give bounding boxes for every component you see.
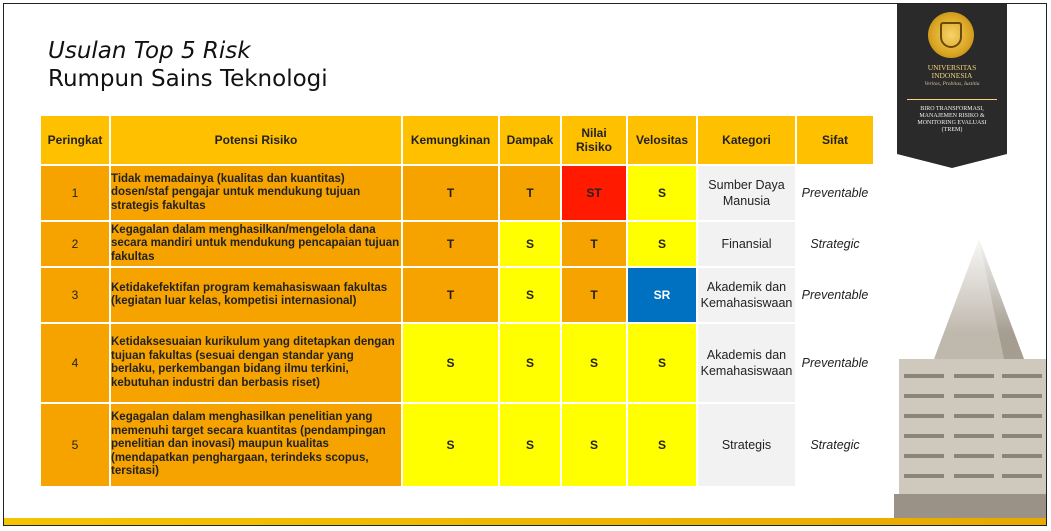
kategori-cell: Akademis dan Kemahasiswaan <box>697 323 796 403</box>
header-risk: Potensi Risiko <box>110 115 402 165</box>
table-row <box>40 403 874 487</box>
dampak-cell: S <box>499 403 561 487</box>
rank-cell: 5 <box>40 403 110 487</box>
nilai-risiko-cell: ST <box>561 165 627 221</box>
sifat-cell: Strategic <box>796 221 874 267</box>
university-seal-icon <box>928 12 974 58</box>
table-row <box>40 323 874 403</box>
velositas-cell: SR <box>627 267 697 323</box>
nilai-risiko-cell: T <box>561 221 627 267</box>
nilai-risiko-cell: S <box>561 323 627 403</box>
banner-divider <box>907 99 997 100</box>
dampak-cell: T <box>499 165 561 221</box>
rank-cell: 3 <box>40 267 110 323</box>
risk-cell: Kegagalan dalam menghasilkan penelitian yang memenuhi target secara kuantitas (pendampingan penelitian dan inovasi) maupun kualitas (mendapatkan penghargaan, terindeks scopus, tersitasi) <box>110 403 402 487</box>
header-sifat: Sifat <box>796 115 874 165</box>
velositas-cell: S <box>627 323 697 403</box>
header-kemungkinan: Kemungkinan <box>402 115 499 165</box>
header-velositas: Velositas <box>627 115 697 165</box>
risk-cell: Ketidakefektifan program kemahasiswaan fakultas (kegiatan luar kelas, kompetisi internasional) <box>110 267 402 323</box>
sifat-cell: Strategic <box>796 403 874 487</box>
slide-title: Usulan Top 5 Risk <box>48 38 251 64</box>
risk-cell: Tidak memadainya (kualitas dan kuantitas) dosen/staf pengajar untuk mendukung tujuan strategis fakultas <box>110 165 402 221</box>
dampak-cell: S <box>499 221 561 267</box>
header-rank: Peringkat <box>40 115 110 165</box>
dampak-cell: S <box>499 323 561 403</box>
kategori-cell: Akademik dan Kemahasiswaan <box>697 267 796 323</box>
sifat-cell: Preventable <box>796 165 874 221</box>
table-row <box>40 165 874 221</box>
header-kategori: Kategori <box>697 115 796 165</box>
rank-cell: 2 <box>40 221 110 267</box>
header-nilai-risiko: Nilai Risiko <box>561 115 627 165</box>
velositas-cell: S <box>627 221 697 267</box>
rank-cell: 1 <box>40 165 110 221</box>
velositas-cell: S <box>627 165 697 221</box>
footer-accent-bar <box>4 518 1047 525</box>
table-row <box>40 221 874 267</box>
biro-label: BIRO TRANSFORMASI, MANAJEMEN RISIKO & MONITORING EVALUASI (TREM) <box>917 106 987 133</box>
university-logo-banner <box>897 4 1007 154</box>
velositas-cell: S <box>627 403 697 487</box>
kategori-cell: Sumber Daya Manusia <box>697 165 796 221</box>
nilai-risiko-cell: S <box>561 403 627 487</box>
building-illustration <box>894 229 1047 526</box>
kemungkinan-cell: S <box>402 323 499 403</box>
kemungkinan-cell: T <box>402 267 499 323</box>
slide <box>3 3 1047 526</box>
kategori-cell: Strategis <box>697 403 796 487</box>
nilai-risiko-cell: T <box>561 267 627 323</box>
kemungkinan-cell: S <box>402 403 499 487</box>
kemungkinan-cell: T <box>402 165 499 221</box>
risk-cell: Kegagalan dalam menghasilkan/mengelola dana secara mandiri untuk mendukung pencapaian tujuan fakultas <box>110 221 402 267</box>
risk-table <box>39 114 875 488</box>
sifat-cell: Preventable <box>796 267 874 323</box>
table-header-row <box>40 115 874 165</box>
dampak-cell: S <box>499 267 561 323</box>
risk-cell: Ketidaksesuaian kurikulum yang ditetapkan dengan tujuan fakultas (sesuai dengan standar yang berlaku, perkembangan bidang ilmu terkini, kebutuhan industri dan berbasis riset) <box>110 323 402 403</box>
table-row <box>40 267 874 323</box>
kemungkinan-cell: T <box>402 221 499 267</box>
slide-subtitle: Rumpun Sains Teknologi <box>48 66 328 92</box>
university-name: UNIVERSITAS INDONESIA Veritas, Probitas, Iustitia <box>924 63 980 87</box>
rank-cell: 4 <box>40 323 110 403</box>
kategori-cell: Finansial <box>697 221 796 267</box>
header-dampak: Dampak <box>499 115 561 165</box>
sifat-cell: Preventable <box>796 323 874 403</box>
